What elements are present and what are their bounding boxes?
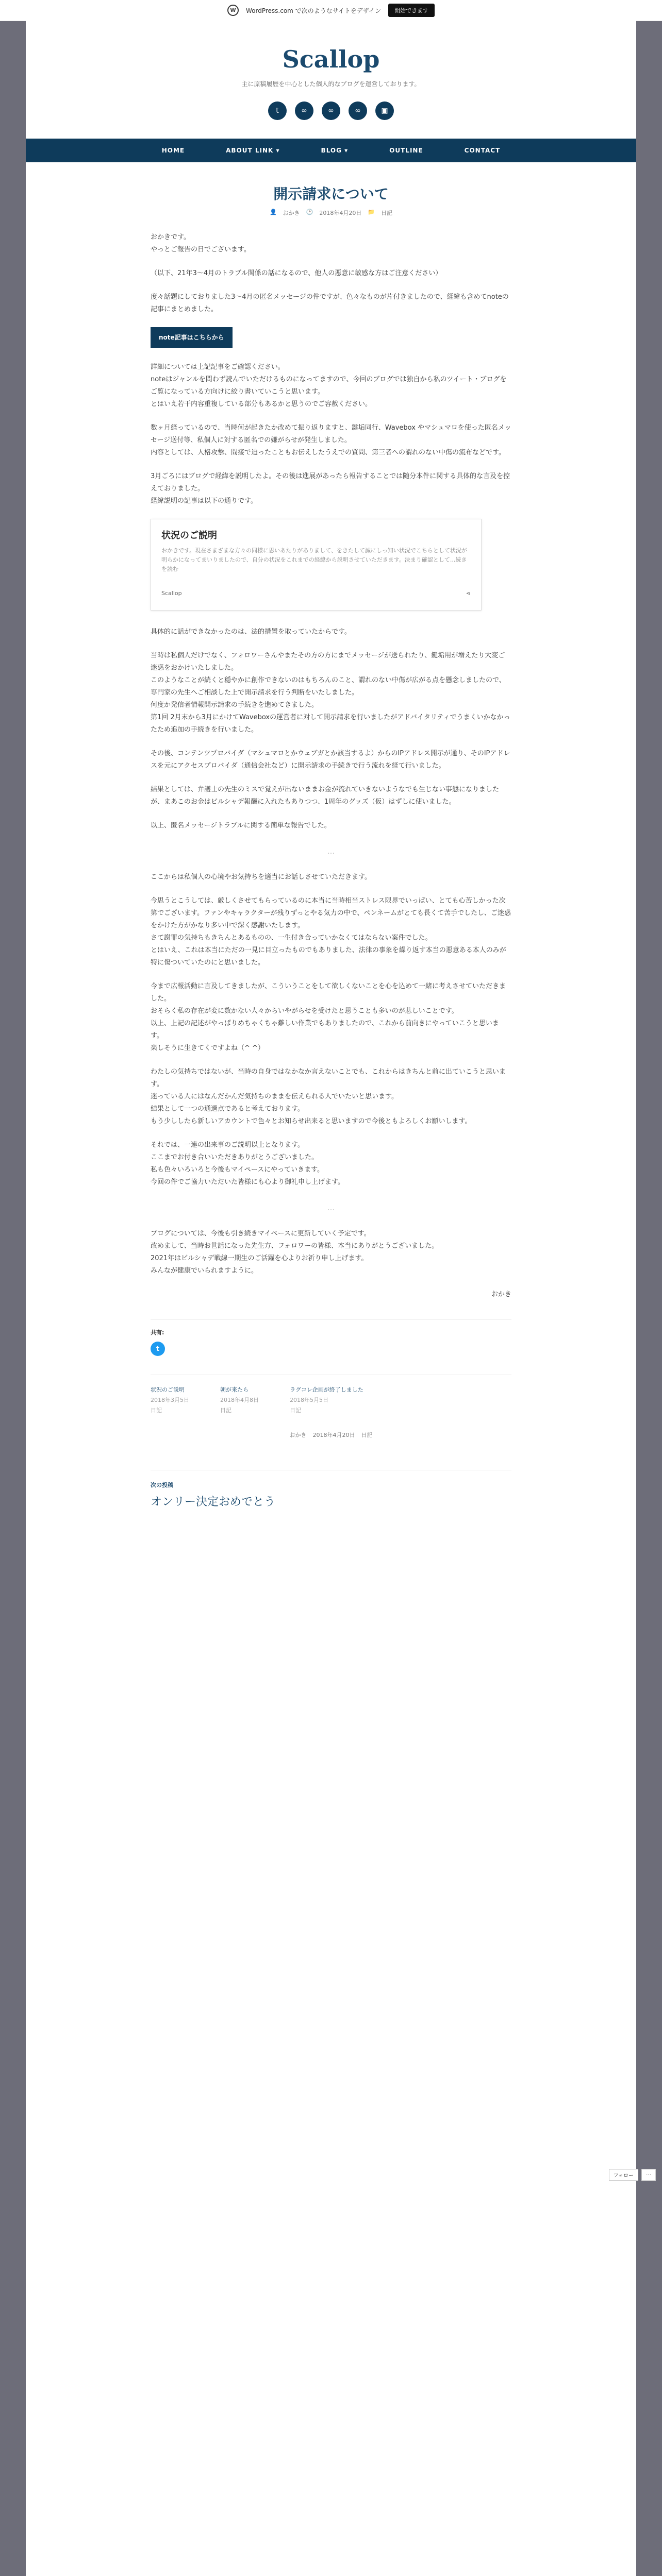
signature: おかき	[491, 1291, 511, 1298]
nav-about[interactable]: ABOUT LINK ▾	[226, 147, 280, 154]
share-label: 共有:	[151, 1329, 164, 1336]
link-icon[interactable]: ∞	[295, 101, 313, 120]
related-category: 日記	[290, 1407, 301, 1414]
paragraph: 結果としては、弁護士の先生のミスで覚えが出ないままお金が流れていきないようなでも生じない事態になりましたが、まあこのお金はビルシャデ報酬に入れたもありつつ、1周年のグッズ（仮）はずしに使いました。	[151, 786, 500, 806]
post-date[interactable]: 2018年4月20日	[319, 210, 362, 216]
wordpress-logo-icon: W	[227, 5, 239, 16]
related-posts	[151, 1375, 511, 1414]
social-links	[26, 101, 636, 120]
related-title[interactable]: 朝が来たら	[220, 1386, 249, 1393]
related-category: 日記	[220, 1407, 231, 1414]
paragraph: ブログについては、今後も引き続きマイペースに更新していく予定です。 改めまして、当時お世話になった先生方、フォロワーの皆様、本当にありがとうございました。 2021年はビルシャデ戦線一期生のご活躍を心よりお祈り申し上げます。 みんなが健康でいられますように。	[151, 1230, 439, 1275]
site-header	[26, 21, 636, 120]
related-post[interactable]	[220, 1385, 259, 1414]
section-separator: …	[327, 848, 335, 856]
main-nav	[26, 139, 636, 162]
date-icon: 🕑	[306, 209, 313, 215]
share-icon[interactable]: ⋖	[466, 590, 471, 597]
post-author[interactable]: おかき	[283, 210, 300, 216]
author-icon: 👤	[269, 209, 277, 215]
embedded-post-card[interactable]	[151, 519, 482, 611]
paragraph: 当時は私個人だけでなく、フォロワーさんやまたその方の方にまでメッセージが送られたり、鍵垢用が増えたり大変ご迷惑をおかけいたしました。 このようなことが続くと穏やかに創作できないのはもちろんのこと、謂れのない中傷が広がる点を懸念しましたので、専門家の先生へご相談した上で開示請求を行う判断をいたしました。 何度か発信者情報開示請求の手続きを進めてきました。 第1回 2月末から3月にかけてWaveboxの運営者に対して開示請求を行いましたがアドバイタリティでうまくいかなかったため追加の手続きを行いました。	[151, 652, 510, 734]
share-section	[151, 1319, 511, 1356]
post-category[interactable]: 日記	[381, 210, 393, 216]
nav-home[interactable]: HOME	[161, 147, 185, 154]
nav-contact[interactable]: CONTACT	[464, 147, 501, 154]
category-icon: 📁	[368, 209, 375, 215]
embed-excerpt: おかきです。現在さまざまな方々の同様に思いあたりがありまして、をきたして誠にしっ知い状況でこちらとして状況が明らかになってまいりましたので、自分の状況をこれまでの経緯から説明させていただきます。決まり確認として...続きを読む	[161, 547, 467, 572]
embed-site[interactable]: Scallop	[161, 590, 182, 597]
start-button[interactable]: 開始できます	[388, 4, 435, 17]
post-footer-meta	[151, 1431, 511, 1439]
paragraph: 数ヶ月経っているので、当時何が起きたか改めて振り返りますと、鍵垢同行、Wavebox やマシュマロを使った匿名メッセージ送付等、私個人に対する匿名での嫌がらせが発生しました。 内容としては、人格攻撃、間接で迫ったこともお伝えしたうえでの質問、第三者への謂れのない中傷の流布などです。	[151, 424, 511, 456]
follow-button[interactable]: フォロー	[609, 2169, 639, 2181]
post-body	[151, 231, 511, 1301]
related-title[interactable]: ラグコレ企画が終了しました	[290, 1386, 363, 1393]
section-separator: …	[327, 1204, 335, 1212]
footer-category[interactable]: 日記	[361, 1432, 373, 1438]
inbox-icon[interactable]: ▣	[375, 101, 394, 120]
site-tagline: 主に原稿履歴を中心とした個人的なブログを運営しております。	[241, 80, 421, 88]
paragraph: 3月ごろにはブログで経緯を説明したよ。その後は進展があったら報告することでは随分本件に関する具体的な言及を控えておりました。 経緯説明の記事は以下の通りです。	[151, 472, 510, 505]
related-post[interactable]	[290, 1385, 363, 1414]
paragraph: 以上、匿名メッセージトラブルに関する簡単な報告でした。	[151, 822, 331, 829]
related-date: 2018年3月5日	[151, 1397, 189, 1403]
paragraph: その後、コンテンツプロバイダ（マシュマロとかウェブガとか該当するよ）からのIPアドレス開示が通り、そのIPアドレスを元にアクセスプロバイダ（通信会社など）に開示請求の手続きで行う流れを経て行いました。	[151, 750, 510, 770]
related-post[interactable]	[151, 1385, 189, 1414]
post-title: 開示請求について	[273, 185, 389, 202]
follow-widget	[609, 2169, 656, 2181]
related-date: 2018年5月5日	[290, 1397, 328, 1403]
paragraph: 度々話題にしておりました3〜4月の匿名メッセージの件ですが、色々なものが片付きましたので、経緯も含めてnoteの記事にまとめました。	[151, 293, 509, 313]
paragraph: 詳細については上記記事をご確認ください。 noteはジャンルを問わず読んでいただけるものになってますので、今回のブログでは独自から私のツイート・ブログをご覧になっている方向けに絞り書いていこうと思います。 とはいえ若干内容重複している部分もあるかと思うのでご容赦ください。	[151, 363, 507, 408]
paragraph: おかきです。 やっとご報告の日でございます。	[151, 233, 251, 253]
nav-outline[interactable]: OUTLINE	[389, 147, 423, 154]
related-date: 2018年4月8日	[220, 1397, 259, 1403]
more-button[interactable]: …	[641, 2169, 656, 2181]
paragraph: 今思うとこうしては、厳しくさせてもらっているのに本当に当時相当ストレス限界でいっぱい、とても心苦しかった次第でございます。ファンやキャラクターが残りずっとやる気力の中で、ペンネームがとても長くて苦手でしたし、ご迷惑をかけた方がかなり多い中で深く感謝いたします。 さて謝罪の気持ちもきちんとあるものの、一生付き合っていかなくてはならない案件でした。 とはいえ、これは本当にただの一見に目立ったものでもありました、法律の事象を繰り返す本当の悪意ある本人のみが特に傷ついていたのにと思いました。	[151, 897, 511, 967]
paragraph: わたしの気持ちではないが、当時の自身ではなかなか言えないことでも、これからはきちんと前に出ていこうと思います。 迷っている人にはなんだかんだ気持ちのままを伝えられる人でいたいと思います。 結果として一つの通過点であると考えております。 もう少ししたら新しいアカウントで色々とお知らせ出来ると思いますので今後ともよろしくお願いします。	[151, 1068, 506, 1125]
footer-author[interactable]: おかき	[289, 1432, 307, 1438]
note-article-button[interactable]: note記事はこちらから	[151, 327, 233, 348]
related-title[interactable]: 状況のご説明	[151, 1386, 185, 1393]
paragraph: 今まで広報活動に言及してきましたが、こういうことをして欲しくないことを心を込めて一緒に考えさせていただきました。 おそらく私の存在が変に数かない人々からいやがらせを受けたと思うことも多いのが悲しいことです。 以上、上記の記述がやっぱりめちゃくちゃ難しい作業でもありましたので、これから前向きにやっていこうと思います。 楽しそうに生きてくですよね（^ ^）	[151, 982, 506, 1052]
footer-date[interactable]: 2018年4月20日	[312, 1432, 355, 1438]
nav-blog[interactable]: BLOG ▾	[321, 147, 349, 154]
paragraph: それでは、一連の出来事のご説明以上となります。 ここまでお付き合いいただきありがとうございました。 私も色々いろいろと今後もマイペースにやっていきます。 今回の件でご協力いただいた皆様にも心より御礼申し上げます。	[151, 1141, 344, 1186]
next-post-title[interactable]: オンリー決定おめでとう	[151, 1496, 276, 1509]
next-post-label: 次の投稿	[151, 1482, 173, 1488]
link-icon[interactable]: ∞	[349, 101, 367, 120]
embed-footer	[161, 587, 471, 600]
page-shell	[26, 21, 636, 2576]
embed-title[interactable]: 状況のご説明	[161, 530, 217, 541]
site-title[interactable]: Scallop	[282, 45, 380, 73]
paragraph: （以下、21年3〜4月のトラブル関係の話になるので、他人の悪意に敏感な方はご注意ください）	[151, 269, 442, 277]
promo-text: WordPress.com で次のようなサイトをデザイン	[245, 7, 381, 14]
post-navigation	[151, 1470, 511, 1509]
twitter-icon[interactable]: t	[268, 101, 287, 120]
link-icon[interactable]: ∞	[322, 101, 340, 120]
paragraph: ここからは私個人の心境やお気持ちを適当にお話しさせていただきます。	[151, 873, 371, 881]
wordpress-promo-bar	[0, 0, 662, 21]
related-category: 日記	[151, 1407, 162, 1414]
post-meta	[151, 209, 511, 217]
post-content	[151, 183, 511, 1509]
twitter-icon[interactable]: t	[151, 1342, 165, 1356]
paragraph: 具体的に話ができなかったのは、法的措置を取っていたからです。	[151, 628, 351, 636]
